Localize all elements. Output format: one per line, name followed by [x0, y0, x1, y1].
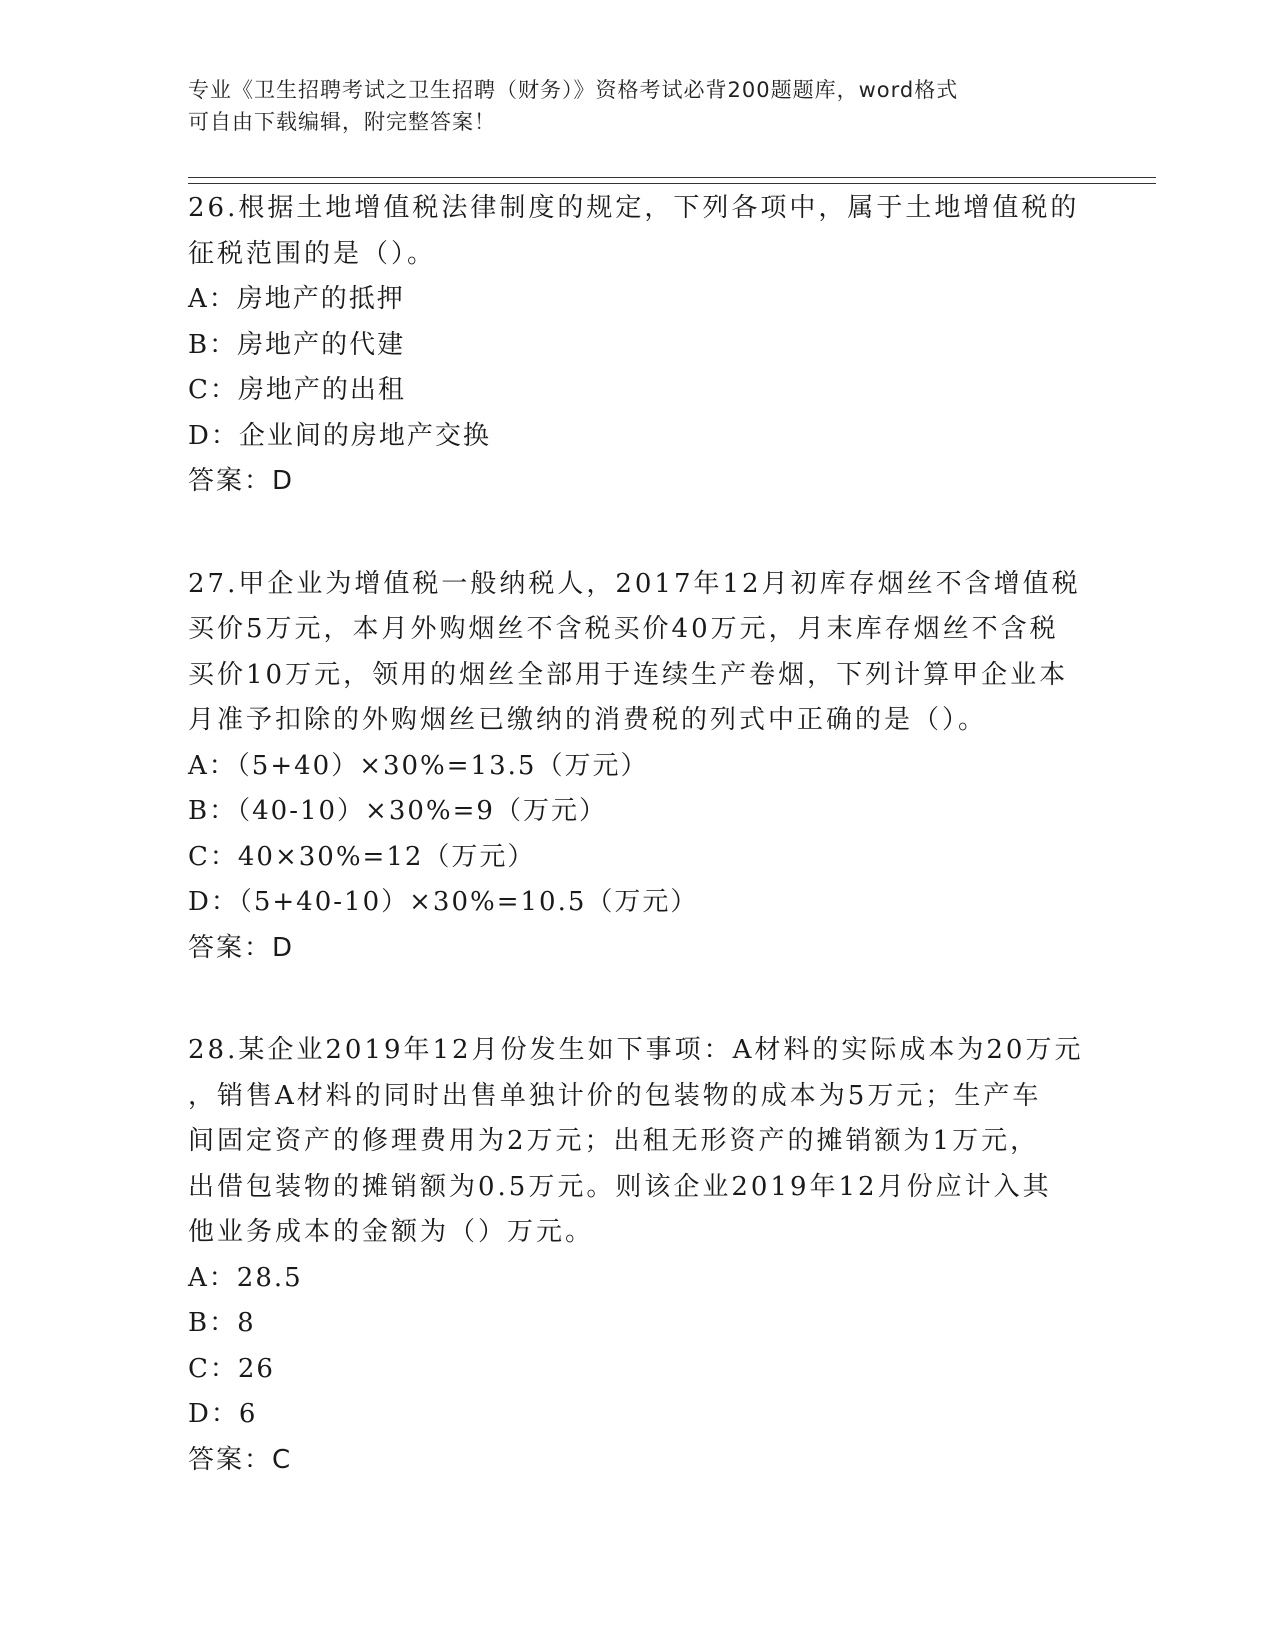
option-c: C：26 — [188, 1353, 275, 1384]
option-d: D：（5+40-10）×30%=10.5（万元） — [188, 887, 699, 917]
question-text-line: 27.甲企业为增值税一般纳税人，2017年12月初库存烟丝不含增值税 — [188, 568, 1081, 599]
question-text-line: 28.某企业2019年12月份发生如下事项：A材料的实际成本为20万元 — [188, 1035, 1084, 1065]
question-text-line: 买价10万元，领用的烟丝全部用于连续生产卷烟，下列计算甲企业本 — [188, 659, 1069, 690]
question-text-line: 买价5万元，本月外购烟丝不含税买价40万元，月末库存烟丝不含税 — [188, 614, 1059, 644]
document-header — [188, 74, 1088, 138]
option-a: A：（5+40）×30%=13.5（万元） — [188, 750, 649, 781]
option-d: D：6 — [188, 1399, 258, 1429]
option-b: B：房地产的代建 — [188, 329, 406, 360]
question-28 — [188, 1028, 1088, 1483]
question-text-line: 出借包装物的摊销额为0.5万元。则该企业2019年12月份应计入其 — [188, 1171, 1052, 1202]
answer: 答案：C — [188, 1444, 293, 1475]
option-b: B：8 — [188, 1308, 256, 1338]
question-text-line: ，销售A材料的同时出售单独计价的包装物的成本为5万元；生产车 — [188, 1080, 1042, 1111]
option-a: A：28.5 — [188, 1262, 303, 1293]
option-a: A：房地产的抵押 — [188, 284, 405, 314]
option-c: C：40×30%=12（万元） — [188, 841, 536, 872]
question-text-line: 月准予扣除的外购烟丝已缴纳的消费税的列式中正确的是（）。 — [188, 705, 988, 735]
header-line-2: 可自由下载编辑，附完整答案！ — [188, 110, 496, 134]
answer: 答案：D — [188, 466, 295, 496]
question-text-line: 间固定资产的修理费用为2万元；出租无形资产的摊销额为1万元， — [188, 1126, 1040, 1156]
question-list — [188, 186, 1088, 1540]
question-26 — [188, 186, 1088, 505]
question-text-line: 征税范围的是（）。 — [188, 238, 437, 269]
header-line-1: 专业《卫生招聘考试之卫生招聘（财务）》资格考试必背200题题库，word格式 — [188, 78, 959, 102]
question-27 — [188, 562, 1088, 972]
answer: 答案：D — [188, 932, 295, 963]
option-b: B：（40-10）×30%=9（万元） — [188, 796, 607, 826]
option-c: C：房地产的出租 — [188, 375, 406, 405]
header-divider — [188, 177, 1156, 184]
option-d: D：企业间的房地产交换 — [188, 420, 491, 451]
question-text-line: 他业务成本的金额为（）万元。 — [188, 1217, 595, 1247]
question-text-line: 26.根据土地增值税法律制度的规定，下列各项中，属于土地增值税的 — [188, 193, 1080, 223]
